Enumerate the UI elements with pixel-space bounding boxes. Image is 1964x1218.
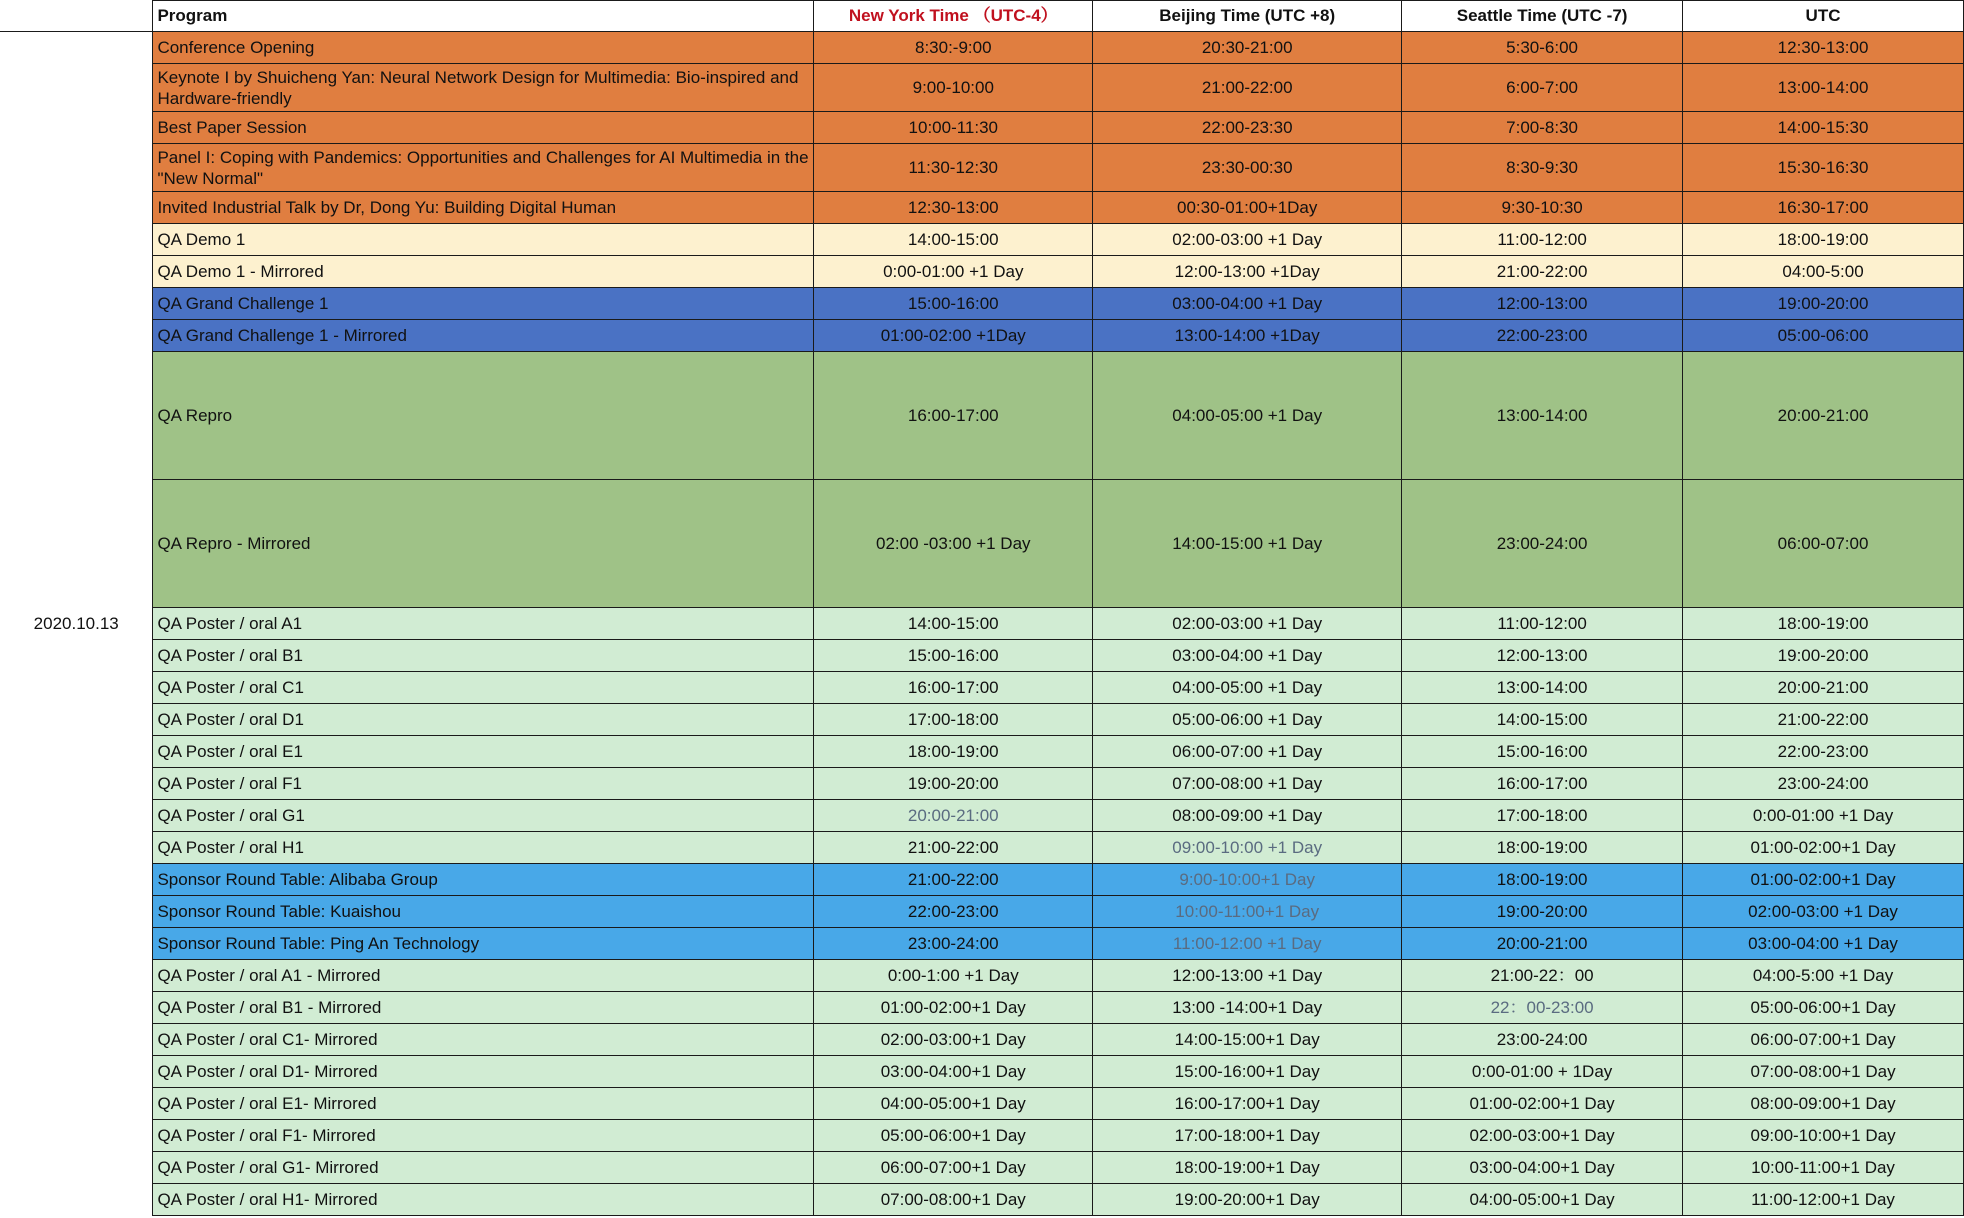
program-cell[interactable]: QA Poster / oral D1- Mirrored xyxy=(153,1056,814,1088)
beijing-time-cell[interactable]: 15:00-16:00+1 Day xyxy=(1093,1056,1402,1088)
table-row[interactable] xyxy=(0,640,1964,672)
seattle-time-cell[interactable]: 6:00-7:00 xyxy=(1402,64,1683,112)
program-cell[interactable]: QA Poster / oral G1- Mirrored xyxy=(153,1152,814,1184)
beijing-time-cell[interactable]: 08:00-09:00 +1 Day xyxy=(1093,800,1402,832)
new-york-time-cell[interactable]: 06:00-07:00+1 Day xyxy=(814,1152,1093,1184)
beijing-time-cell[interactable]: 07:00-08:00 +1 Day xyxy=(1093,768,1402,800)
utc-time-cell[interactable]: 19:00-20:00 xyxy=(1683,640,1964,672)
new-york-time-cell[interactable]: 16:00-17:00 xyxy=(814,672,1093,704)
seattle-time-cell[interactable]: 21:00-22：00 xyxy=(1402,960,1683,992)
program-cell[interactable]: QA Poster / oral G1 xyxy=(153,800,814,832)
new-york-time-cell[interactable]: 20:00-21:00 xyxy=(814,800,1093,832)
beijing-time-cell[interactable]: 02:00-03:00 +1 Day xyxy=(1093,608,1402,640)
new-york-time-cell[interactable]: 18:00-19:00 xyxy=(814,736,1093,768)
table-row[interactable] xyxy=(0,1088,1964,1120)
table-row[interactable] xyxy=(0,992,1964,1024)
table-row[interactable] xyxy=(0,928,1964,960)
program-cell[interactable]: QA Poster / oral H1 xyxy=(153,832,814,864)
seattle-time-cell[interactable]: 22:00-23:00 xyxy=(1402,320,1683,352)
seattle-time-cell[interactable]: 18:00-19:00 xyxy=(1402,864,1683,896)
seattle-time-cell[interactable]: 23:00-24:00 xyxy=(1402,480,1683,608)
program-cell[interactable]: Keynote I by Shuicheng Yan: Neural Network Design for Multimedia: Bio-inspired and Hardware-friendly xyxy=(153,64,814,112)
seattle-time-cell[interactable]: 9:30-10:30 xyxy=(1402,192,1683,224)
program-cell[interactable]: QA Repro xyxy=(153,352,814,480)
new-york-time-cell[interactable]: 0:00-1:00 +1 Day xyxy=(814,960,1093,992)
beijing-time-cell[interactable]: 03:00-04:00 +1 Day xyxy=(1093,640,1402,672)
program-cell[interactable]: QA Poster / oral C1- Mirrored xyxy=(153,1024,814,1056)
seattle-time-cell[interactable]: 16:00-17:00 xyxy=(1402,768,1683,800)
new-york-time-cell[interactable]: 0:00-01:00 +1 Day xyxy=(814,256,1093,288)
utc-time-cell[interactable]: 20:00-21:00 xyxy=(1683,352,1964,480)
utc-time-cell[interactable]: 18:00-19:00 xyxy=(1683,224,1964,256)
new-york-time-cell[interactable]: 03:00-04:00+1 Day xyxy=(814,1056,1093,1088)
table-row[interactable] xyxy=(0,256,1964,288)
utc-time-cell[interactable]: 16:30-17:00 xyxy=(1683,192,1964,224)
seattle-time-cell[interactable]: 12:00-13:00 xyxy=(1402,288,1683,320)
table-row[interactable] xyxy=(0,832,1964,864)
utc-time-cell[interactable]: 0:00-01:00 +1 Day xyxy=(1683,800,1964,832)
table-row[interactable] xyxy=(0,768,1964,800)
new-york-time-cell[interactable]: 05:00-06:00+1 Day xyxy=(814,1120,1093,1152)
utc-time-cell[interactable]: 04:00-5:00 xyxy=(1683,256,1964,288)
program-cell[interactable]: Panel I: Coping with Pandemics: Opportunities and Challenges for AI Multimedia in the "New Normal" xyxy=(153,144,814,192)
program-cell[interactable]: QA Poster / oral A1 xyxy=(153,608,814,640)
utc-time-cell[interactable]: 05:00-06:00 xyxy=(1683,320,1964,352)
utc-time-cell[interactable]: 01:00-02:00+1 Day xyxy=(1683,832,1964,864)
seattle-time-cell[interactable]: 13:00-14:00 xyxy=(1402,672,1683,704)
utc-time-cell[interactable]: 13:00-14:00 xyxy=(1683,64,1964,112)
utc-time-cell[interactable]: 18:00-19:00 xyxy=(1683,608,1964,640)
seattle-time-cell[interactable]: 8:30-9:30 xyxy=(1402,144,1683,192)
new-york-time-cell[interactable]: 10:00-11:30 xyxy=(814,112,1093,144)
program-cell[interactable]: QA Poster / oral E1 xyxy=(153,736,814,768)
date-column-header[interactable] xyxy=(0,1,153,32)
new-york-time-cell[interactable]: 17:00-18:00 xyxy=(814,704,1093,736)
program-cell[interactable]: QA Poster / oral B1 xyxy=(153,640,814,672)
utc-time-cell[interactable]: 07:00-08:00+1 Day xyxy=(1683,1056,1964,1088)
table-row[interactable] xyxy=(0,1024,1964,1056)
seattle-time-cell[interactable]: 17:00-18:00 xyxy=(1402,800,1683,832)
seattle-time-cell[interactable]: 11:00-12:00 xyxy=(1402,224,1683,256)
new-york-time-cell[interactable]: 21:00-22:00 xyxy=(814,864,1093,896)
program-cell[interactable]: Conference Opening xyxy=(153,32,814,64)
seattle-time-cell[interactable]: 19:00-20:00 xyxy=(1402,896,1683,928)
program-cell[interactable]: Sponsor Round Table: Kuaishou xyxy=(153,896,814,928)
table-row[interactable] xyxy=(0,144,1964,192)
beijing-time-cell[interactable]: 9:00-10:00+1 Day xyxy=(1093,864,1402,896)
utc-time-cell[interactable]: 21:00-22:00 xyxy=(1683,704,1964,736)
seattle-time-cell[interactable]: 23:00-24:00 xyxy=(1402,1024,1683,1056)
beijing-time-cell[interactable]: 05:00-06:00 +1 Day xyxy=(1093,704,1402,736)
new-york-time-cell[interactable]: 14:00-15:00 xyxy=(814,224,1093,256)
new-york-time-cell[interactable]: 16:00-17:00 xyxy=(814,352,1093,480)
beijing-time-cell[interactable]: 04:00-05:00 +1 Day xyxy=(1093,352,1402,480)
new-york-time-cell[interactable]: 04:00-05:00+1 Day xyxy=(814,1088,1093,1120)
beijing-time-cell[interactable]: 14:00-15:00+1 Day xyxy=(1093,1024,1402,1056)
utc-time-cell[interactable]: 03:00-04:00 +1 Day xyxy=(1683,928,1964,960)
beijing-time-cell[interactable]: 04:00-05:00 +1 Day xyxy=(1093,672,1402,704)
new-york-time-cell[interactable]: 22:00-23:00 xyxy=(814,896,1093,928)
beijing-time-cell[interactable]: 12:00-13:00 +1Day xyxy=(1093,256,1402,288)
seattle-time-cell[interactable]: 02:00-03:00+1 Day xyxy=(1402,1120,1683,1152)
utc-time-cell[interactable]: 14:00-15:30 xyxy=(1683,112,1964,144)
table-row[interactable] xyxy=(0,480,1964,608)
utc-time-cell[interactable]: 15:30-16:30 xyxy=(1683,144,1964,192)
table-row[interactable] xyxy=(0,1056,1964,1088)
beijing-time-cell[interactable]: 18:00-19:00+1 Day xyxy=(1093,1152,1402,1184)
seattle-time-cell[interactable]: 13:00-14:00 xyxy=(1402,352,1683,480)
table-row[interactable] xyxy=(0,112,1964,144)
program-cell[interactable]: QA Poster / oral F1 xyxy=(153,768,814,800)
beijing-time-cell[interactable]: 03:00-04:00 +1 Day xyxy=(1093,288,1402,320)
seattle-time-cell[interactable]: 04:00-05:00+1 Day xyxy=(1402,1184,1683,1216)
new-york-time-cell[interactable]: 15:00-16:00 xyxy=(814,640,1093,672)
program-cell[interactable]: QA Demo 1 - Mirrored xyxy=(153,256,814,288)
utc-time-cell[interactable]: 22:00-23:00 xyxy=(1683,736,1964,768)
program-cell[interactable]: Invited Industrial Talk by Dr, Dong Yu: Building Digital Human xyxy=(153,192,814,224)
utc-time-cell[interactable]: 01:00-02:00+1 Day xyxy=(1683,864,1964,896)
date-cell[interactable]: 2020.10.13 xyxy=(0,32,153,1216)
seattle-time-cell[interactable]: 11:00-12:00 xyxy=(1402,608,1683,640)
utc-time-cell[interactable]: 11:00-12:00+1 Day xyxy=(1683,1184,1964,1216)
new-york-column-header[interactable]: New York Time （UTC-4） xyxy=(814,1,1093,32)
table-row[interactable] xyxy=(0,672,1964,704)
seattle-time-cell[interactable]: 0:00-01:00 + 1Day xyxy=(1402,1056,1683,1088)
new-york-time-cell[interactable]: 21:00-22:00 xyxy=(814,832,1093,864)
new-york-time-cell[interactable]: 01:00-02:00 +1Day xyxy=(814,320,1093,352)
beijing-time-cell[interactable]: 17:00-18:00+1 Day xyxy=(1093,1120,1402,1152)
utc-time-cell[interactable]: 19:00-20:00 xyxy=(1683,288,1964,320)
beijing-time-cell[interactable]: 00:30-01:00+1Day xyxy=(1093,192,1402,224)
program-cell[interactable]: Sponsor Round Table: Alibaba Group xyxy=(153,864,814,896)
beijing-time-cell[interactable]: 20:30-21:00 xyxy=(1093,32,1402,64)
table-row[interactable] xyxy=(0,864,1964,896)
seattle-time-cell[interactable]: 01:00-02:00+1 Day xyxy=(1402,1088,1683,1120)
utc-time-cell[interactable]: 08:00-09:00+1 Day xyxy=(1683,1088,1964,1120)
utc-time-cell[interactable]: 23:00-24:00 xyxy=(1683,768,1964,800)
utc-time-cell[interactable]: 06:00-07:00+1 Day xyxy=(1683,1024,1964,1056)
new-york-time-cell[interactable]: 15:00-16:00 xyxy=(814,288,1093,320)
table-row[interactable] xyxy=(0,288,1964,320)
table-row[interactable] xyxy=(0,960,1964,992)
table-row[interactable] xyxy=(0,1152,1964,1184)
program-cell[interactable]: QA Poster / oral H1- Mirrored xyxy=(153,1184,814,1216)
table-row[interactable] xyxy=(0,320,1964,352)
beijing-time-cell[interactable]: 21:00-22:00 xyxy=(1093,64,1402,112)
program-cell[interactable]: Best Paper Session xyxy=(153,112,814,144)
table-row[interactable] xyxy=(0,896,1964,928)
utc-column-header[interactable]: UTC xyxy=(1683,1,1964,32)
table-row[interactable] xyxy=(0,1184,1964,1216)
header-row xyxy=(0,1,1964,32)
beijing-time-cell[interactable]: 06:00-07:00 +1 Day xyxy=(1093,736,1402,768)
new-york-time-cell[interactable]: 01:00-02:00+1 Day xyxy=(814,992,1093,1024)
program-cell[interactable]: QA Demo 1 xyxy=(153,224,814,256)
beijing-time-cell[interactable]: 23:30-00:30 xyxy=(1093,144,1402,192)
seattle-time-cell[interactable]: 21:00-22:00 xyxy=(1402,256,1683,288)
beijing-time-cell[interactable]: 13:00 -14:00+1 Day xyxy=(1093,992,1402,1024)
seattle-time-cell[interactable]: 12:00-13:00 xyxy=(1402,640,1683,672)
beijing-time-cell[interactable]: 13:00-14:00 +1Day xyxy=(1093,320,1402,352)
table-row[interactable] xyxy=(0,64,1964,112)
seattle-time-cell[interactable]: 15:00-16:00 xyxy=(1402,736,1683,768)
beijing-time-cell[interactable]: 10:00-11:00+1 Day xyxy=(1093,896,1402,928)
new-york-time-cell[interactable]: 19:00-20:00 xyxy=(814,768,1093,800)
seattle-time-cell[interactable]: 03:00-04:00+1 Day xyxy=(1402,1152,1683,1184)
beijing-time-cell[interactable]: 14:00-15:00 +1 Day xyxy=(1093,480,1402,608)
table-row[interactable] xyxy=(0,608,1964,640)
utc-time-cell[interactable]: 09:00-10:00+1 Day xyxy=(1683,1120,1964,1152)
new-york-time-cell[interactable]: 07:00-08:00+1 Day xyxy=(814,1184,1093,1216)
table-row[interactable] xyxy=(0,1120,1964,1152)
new-york-time-cell[interactable]: 8:30:-9:00 xyxy=(814,32,1093,64)
new-york-time-cell[interactable]: 23:00-24:00 xyxy=(814,928,1093,960)
new-york-time-cell[interactable]: 12:30-13:00 xyxy=(814,192,1093,224)
new-york-time-cell[interactable]: 02:00-03:00+1 Day xyxy=(814,1024,1093,1056)
program-cell[interactable]: QA Poster / oral E1- Mirrored xyxy=(153,1088,814,1120)
seattle-time-cell[interactable]: 7:00-8:30 xyxy=(1402,112,1683,144)
table-row[interactable] xyxy=(0,352,1964,480)
program-cell[interactable]: Sponsor Round Table: Ping An Technology xyxy=(153,928,814,960)
new-york-time-cell[interactable]: 14:00-15:00 xyxy=(814,608,1093,640)
utc-time-cell[interactable]: 05:00-06:00+1 Day xyxy=(1683,992,1964,1024)
seattle-time-cell[interactable]: 20:00-21:00 xyxy=(1402,928,1683,960)
program-cell[interactable]: QA Poster / oral F1- Mirrored xyxy=(153,1120,814,1152)
program-cell[interactable]: QA Poster / oral C1 xyxy=(153,672,814,704)
new-york-time-cell[interactable]: 11:30-12:30 xyxy=(814,144,1093,192)
seattle-time-cell[interactable]: 22：00-23:00 xyxy=(1402,992,1683,1024)
table-row[interactable] xyxy=(0,704,1964,736)
beijing-time-cell[interactable]: 16:00-17:00+1 Day xyxy=(1093,1088,1402,1120)
utc-time-cell[interactable]: 10:00-11:00+1 Day xyxy=(1683,1152,1964,1184)
beijing-time-cell[interactable]: 09:00-10:00 +1 Day xyxy=(1093,832,1402,864)
program-column-header[interactable]: Program xyxy=(153,1,814,32)
seattle-time-cell[interactable]: 14:00-15:00 xyxy=(1402,704,1683,736)
table-row[interactable] xyxy=(0,800,1964,832)
beijing-time-cell[interactable]: 12:00-13:00 +1 Day xyxy=(1093,960,1402,992)
new-york-time-cell[interactable]: 02:00 -03:00 +1 Day xyxy=(814,480,1093,608)
program-cell[interactable]: QA Poster / oral B1 - Mirrored xyxy=(153,992,814,1024)
table-row[interactable] xyxy=(0,736,1964,768)
table-row[interactable] xyxy=(0,32,1964,64)
beijing-time-cell[interactable]: 22:00-23:30 xyxy=(1093,112,1402,144)
program-cell[interactable]: QA Repro - Mirrored xyxy=(153,480,814,608)
seattle-time-cell[interactable]: 18:00-19:00 xyxy=(1402,832,1683,864)
table-row[interactable] xyxy=(0,192,1964,224)
seattle-column-header[interactable]: Seattle Time (UTC -7) xyxy=(1402,1,1683,32)
program-cell[interactable]: QA Grand Challenge 1 xyxy=(153,288,814,320)
utc-time-cell[interactable]: 06:00-07:00 xyxy=(1683,480,1964,608)
beijing-time-cell[interactable]: 19:00-20:00+1 Day xyxy=(1093,1184,1402,1216)
new-york-time-cell[interactable]: 9:00-10:00 xyxy=(814,64,1093,112)
program-cell[interactable]: QA Poster / oral D1 xyxy=(153,704,814,736)
table-row[interactable] xyxy=(0,224,1964,256)
seattle-time-cell[interactable]: 5:30-6:00 xyxy=(1402,32,1683,64)
program-cell[interactable]: QA Poster / oral A1 - Mirrored xyxy=(153,960,814,992)
utc-time-cell[interactable]: 04:00-5:00 +1 Day xyxy=(1683,960,1964,992)
utc-time-cell[interactable]: 20:00-21:00 xyxy=(1683,672,1964,704)
program-cell[interactable]: QA Grand Challenge 1 - Mirrored xyxy=(153,320,814,352)
beijing-time-cell[interactable]: 02:00-03:00 +1 Day xyxy=(1093,224,1402,256)
beijing-column-header[interactable]: Beijing Time (UTC +8) xyxy=(1093,1,1402,32)
utc-time-cell[interactable]: 12:30-13:00 xyxy=(1683,32,1964,64)
utc-time-cell[interactable]: 02:00-03:00 +1 Day xyxy=(1683,896,1964,928)
beijing-time-cell[interactable]: 11:00-12:00 +1 Day xyxy=(1093,928,1402,960)
